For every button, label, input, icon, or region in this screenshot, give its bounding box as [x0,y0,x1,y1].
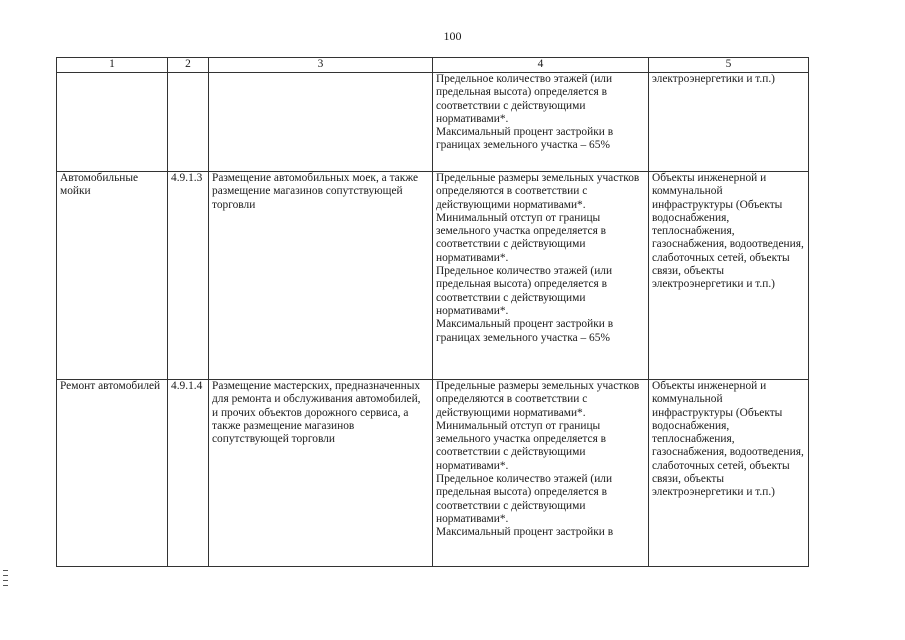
use-description-cell: Размещение автомобильных моек, а также размещение магазинов сопутствующей торговли [209,172,433,380]
use-code-cell: 4.9.1.4 [168,380,209,567]
page-number: 100 [443,29,462,43]
parameters-cell: Предельные размеры земельных участков определяются в соответствии с действующими нормативами*. Минимальный отступ от границы земельного участка определяется в соответствии с действующими нормативами*. Предельное количество этажей (или предельная высота) определяется в соответствии с действующими нормативами*. Максимальный процент застройки в границах земельного участка – 65% [433,172,649,380]
auxiliary-uses-cell: Объекты инженерной и коммунальной инфраструктуры (Объекты водоснабжения, теплоснабжения, газоснабжения, водоотведения, слаботочных сетей, объекты связи, объекты электроэнергетики и т.п.) [649,172,809,380]
table-row [57,73,809,172]
use-name-cell: Автомобильные мойки [57,172,168,380]
use-description-cell: Размещение мастерских, предназначенных для ремонта и обслуживания автомобилей, и прочих объектов дорожного сервиса, а также размещение магазинов сопутствующей торговли [209,380,433,567]
auxiliary-uses-cell: электроэнергетики и т.п.) [649,73,809,172]
use-code-cell [168,73,209,172]
table-row [57,380,809,567]
table-header-row [57,58,809,73]
table-row [57,172,809,380]
scan-edge-mark [3,570,8,590]
use-code-cell: 4.9.1.3 [168,172,209,380]
column-header: 1 [57,58,168,73]
use-description-cell [209,73,433,172]
column-header: 3 [209,58,433,73]
use-name-cell [57,73,168,172]
use-name-cell: Ремонт автомобилей [57,380,168,567]
column-header: 4 [433,58,649,73]
auxiliary-uses-cell: Объекты инженерной и коммунальной инфраструктуры (Объекты водоснабжения, теплоснабжения, газоснабжения, водоотведения, слаботочных сетей, объекты связи, объекты электроэнергетики и т.п.) [649,380,809,567]
column-header: 5 [649,58,809,73]
column-header: 2 [168,58,209,73]
zoning-table [56,57,809,567]
parameters-text: Предельные размеры земельных участков определяются в соответствии с действующими нормативами*. Минимальный отступ от границы земельного участка определяется в соответствии с действующими нормативами*. Предельное количество этажей (или предельная высота) определяется в соответствии с действующими нормативами*. Максимальный процент застройки в [436,380,640,539]
parameters-cell [433,380,649,567]
parameters-cell: Предельное количество этажей (или предельная высота) определяется в соответствии с действующими нормативами*. Максимальный процент застройки в границах земельного участка – 65% [433,73,649,172]
